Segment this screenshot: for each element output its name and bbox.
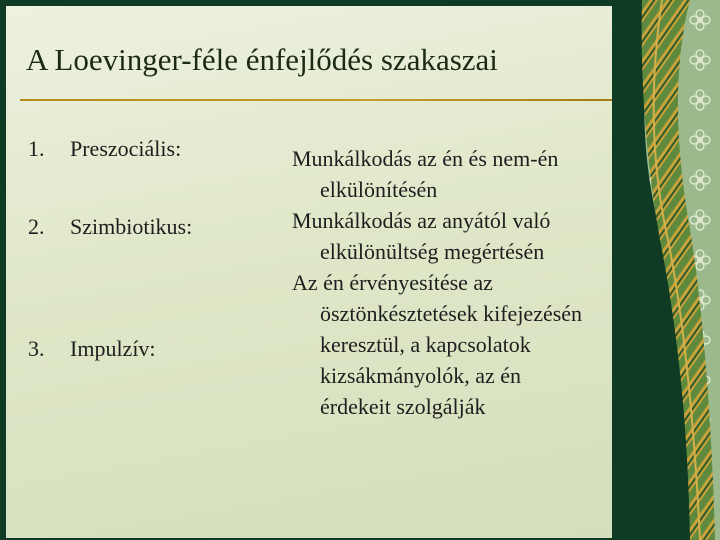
- stage-name: Impulzív:: [70, 336, 156, 361]
- stage-descriptions: [292, 143, 592, 422]
- stage-item-preszocialis: [28, 136, 181, 162]
- description-szimbiotikus: Munkálkodás az anyától való elkülönültség megértésén: [292, 208, 551, 264]
- stage-item-szimbiotikus: [28, 214, 192, 240]
- stage-name: Preszociális:: [70, 136, 182, 161]
- stage-item-impulziv: [28, 336, 156, 362]
- stage-number: 3.: [28, 336, 45, 361]
- description-preszocialis: Munkálkodás az én és nem-én elkülönítésén: [292, 146, 559, 202]
- stage-name: Szimbiotikus:: [70, 214, 193, 239]
- description-impulziv: Az én érvényesítése az ösztönkésztetések kifejezésén keresztül, a kapcsolatok kizsákmányolók, az én érdekeit szolgálják: [292, 270, 583, 419]
- slide-title: A Loevinger-féle énfejlődés szakaszai: [26, 42, 498, 77]
- stage-number: 1.: [28, 136, 45, 161]
- stage-number: 2.: [28, 214, 45, 239]
- title-underline: [20, 99, 612, 101]
